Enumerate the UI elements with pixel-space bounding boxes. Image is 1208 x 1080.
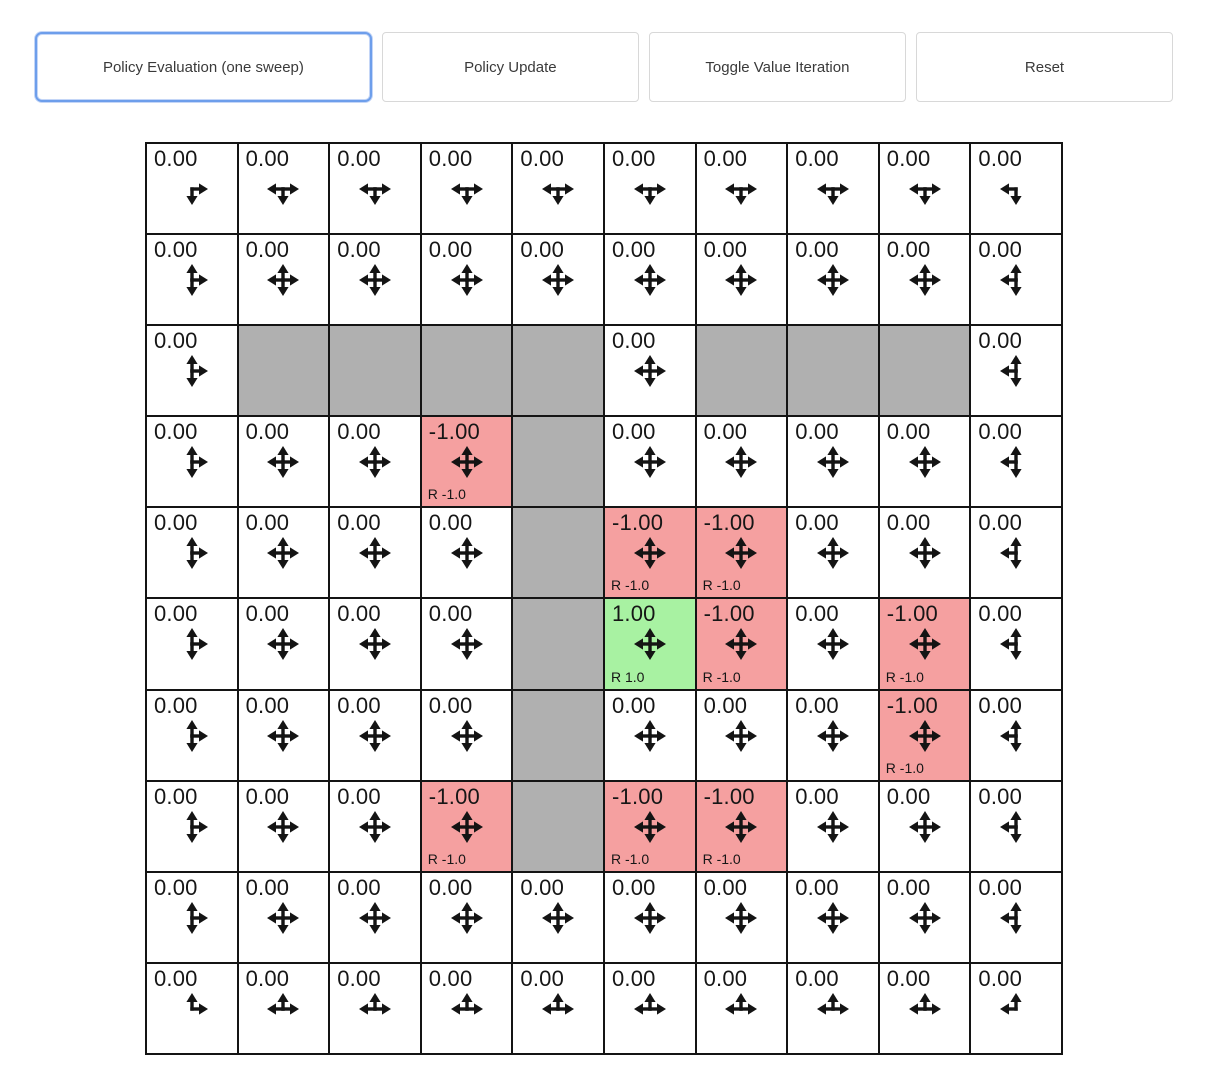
policy-arrows-icon [723, 809, 759, 845]
cell-value: 0.00 [795, 419, 839, 445]
cell-value: 0.00 [520, 965, 565, 991]
cell-value: 0.00 [428, 692, 473, 718]
grid-cell[interactable] [238, 416, 330, 507]
policy-arrows-icon [998, 353, 1034, 389]
policy-arrows-icon [540, 991, 576, 1027]
policy-arrows-icon [723, 444, 759, 480]
policy-arrows-icon [449, 991, 485, 1027]
grid-cell[interactable] [329, 234, 421, 325]
cell-value: 0.00 [978, 419, 1023, 445]
grid-cell[interactable] [329, 416, 421, 507]
grid-cell[interactable] [329, 963, 421, 1054]
cell-value: 0.00 [154, 328, 198, 354]
policy-arrows-icon [815, 626, 851, 662]
grid-cell[interactable] [421, 507, 513, 598]
cell-reward-label: R -1.0 [610, 850, 650, 867]
policy-arrows-icon [632, 809, 668, 845]
policy-arrows-icon [632, 991, 668, 1027]
policy-arrows-icon [998, 262, 1034, 298]
policy-arrows-icon [449, 535, 485, 571]
policy-arrows-icon [723, 171, 759, 207]
grid-cell[interactable] [879, 234, 971, 325]
grid-cell[interactable] [879, 416, 971, 507]
policy-arrows-icon [449, 809, 485, 845]
cell-value: 0.00 [886, 874, 931, 900]
cell-value: 0.00 [703, 419, 748, 445]
policy-arrows-icon [632, 626, 668, 662]
grid-cell[interactable] [696, 598, 788, 689]
policy-arrows-icon [815, 535, 851, 571]
cell-value: 0.00 [978, 874, 1023, 900]
policy-arrows-icon [723, 262, 759, 298]
grid-cell[interactable] [604, 234, 696, 325]
grid-cell[interactable] [696, 963, 788, 1054]
grid-cell[interactable] [146, 598, 238, 689]
grid-cell[interactable] [329, 781, 421, 872]
cell-value: 0.00 [337, 601, 381, 627]
grid-cell[interactable] [146, 234, 238, 325]
policy-arrows-icon [540, 171, 576, 207]
cell-value: 0.00 [886, 237, 931, 263]
cell-value: 0.00 [611, 965, 656, 991]
grid-cell[interactable] [329, 872, 421, 963]
grid-cell[interactable] [421, 143, 513, 234]
grid-cell[interactable] [970, 690, 1062, 781]
cell-value: 0.00 [611, 237, 656, 263]
cell-value: 0.00 [245, 419, 290, 445]
cell-value: 0.00 [337, 510, 381, 536]
cell-value: -1.00 [428, 419, 480, 445]
cell-reward-label: R -1.0 [702, 577, 741, 594]
grid-cell[interactable] [787, 143, 879, 234]
policy-arrows-icon [815, 991, 851, 1027]
cell-value: 0.00 [154, 146, 198, 171]
policy-arrows-icon [998, 900, 1034, 936]
cell-value: 0.00 [428, 965, 473, 991]
policy-update-button[interactable]: Policy Update [382, 32, 639, 102]
wall-cell[interactable] [329, 325, 421, 416]
cell-reward-label: R -1.0 [885, 759, 924, 776]
policy-arrows-icon [998, 535, 1034, 571]
grid-cell[interactable] [329, 690, 421, 781]
grid-cell[interactable] [421, 963, 513, 1054]
wall-cell[interactable] [512, 781, 604, 872]
cell-value: 0.00 [703, 874, 748, 900]
cell-value: 0.00 [337, 692, 381, 718]
grid-cell[interactable] [879, 872, 971, 963]
grid-cell[interactable] [329, 507, 421, 598]
cell-value: 0.00 [886, 146, 931, 171]
cell-value: 0.00 [154, 783, 198, 809]
cell-value: -1.00 [611, 783, 664, 809]
cell-value: 0.00 [978, 783, 1023, 809]
cell-value: 0.00 [978, 328, 1023, 354]
cell-value: 0.00 [154, 874, 198, 900]
grid-cell[interactable] [512, 234, 604, 325]
cell-value: 0.00 [886, 783, 931, 809]
policy-arrows-icon [632, 171, 668, 207]
policy-arrows-icon [357, 444, 393, 480]
grid-cell[interactable] [787, 507, 879, 598]
cell-value: 0.00 [337, 146, 381, 171]
cell-reward-label: R -1.0 [885, 668, 924, 685]
cell-value: 0.00 [154, 601, 198, 627]
policy-arrows-icon [357, 718, 393, 754]
cell-value: 0.00 [795, 146, 839, 171]
wall-cell[interactable] [512, 416, 604, 507]
grid-cell[interactable] [604, 416, 696, 507]
policy-arrows-icon [357, 626, 393, 662]
wall-cell[interactable] [512, 325, 604, 416]
policy-arrows-icon [449, 444, 485, 480]
policy-arrows-icon [174, 900, 210, 936]
grid-cell[interactable] [970, 963, 1062, 1054]
grid-cell[interactable] [696, 781, 788, 872]
policy-arrows-icon [632, 444, 668, 480]
wall-cell[interactable] [238, 325, 330, 416]
policy-arrows-icon [174, 718, 210, 754]
policy-arrows-icon [449, 626, 485, 662]
grid-cell[interactable] [512, 963, 604, 1054]
policy-arrows-icon [907, 626, 943, 662]
policy-arrows-icon [540, 900, 576, 936]
grid-cell[interactable] [238, 234, 330, 325]
policy-arrows-icon [907, 718, 943, 754]
grid-cell[interactable] [604, 143, 696, 234]
cell-value: 0.00 [245, 237, 290, 263]
cell-value: 0.00 [978, 510, 1023, 536]
policy-arrows-icon [815, 262, 851, 298]
wall-cell[interactable] [512, 598, 604, 689]
grid-cell[interactable] [421, 416, 513, 507]
policy-arrows-icon [998, 171, 1034, 207]
grid-cell[interactable] [238, 598, 330, 689]
cell-value: 0.00 [337, 965, 381, 991]
grid-cell[interactable] [696, 234, 788, 325]
cell-value: 0.00 [520, 237, 565, 263]
policy-arrows-icon [265, 444, 301, 480]
wall-cell[interactable] [879, 325, 971, 416]
grid-cell[interactable] [696, 143, 788, 234]
grid-cell[interactable] [879, 507, 971, 598]
cell-value: 0.00 [703, 237, 748, 263]
cell-value: 0.00 [245, 510, 290, 536]
cell-value: -1.00 [428, 783, 480, 809]
grid-cell[interactable] [970, 325, 1062, 416]
policy-evaluation-button[interactable]: Policy Evaluation (one sweep) [35, 32, 372, 102]
cell-value: -1.00 [703, 601, 755, 627]
grid-cell[interactable] [238, 690, 330, 781]
grid-cell[interactable] [238, 872, 330, 963]
policy-arrows-icon [907, 444, 943, 480]
policy-arrows-icon [357, 809, 393, 845]
grid-cell[interactable] [146, 143, 238, 234]
grid-cell[interactable] [512, 143, 604, 234]
cell-reward-label: R -1.0 [702, 850, 741, 867]
policy-arrows-icon [357, 900, 393, 936]
grid-cell[interactable] [787, 872, 879, 963]
policy-arrows-icon [174, 535, 210, 571]
policy-arrows-icon [907, 991, 943, 1027]
grid-cell[interactable] [879, 963, 971, 1054]
policy-arrows-icon [632, 262, 668, 298]
cell-value: -1.00 [703, 510, 755, 536]
cell-value: 0.00 [520, 874, 565, 900]
policy-arrows-icon [449, 262, 485, 298]
policy-arrows-icon [815, 900, 851, 936]
cell-value: 0.00 [154, 419, 198, 445]
cell-value: 0.00 [886, 419, 931, 445]
cell-value: 0.00 [245, 783, 290, 809]
grid-cell[interactable] [970, 781, 1062, 872]
cell-value: 0.00 [611, 692, 656, 718]
grid-cell[interactable] [787, 781, 879, 872]
policy-arrows-icon [907, 809, 943, 845]
policy-arrows-icon [174, 171, 210, 207]
cell-value: 0.00 [795, 874, 839, 900]
grid-cell[interactable] [787, 416, 879, 507]
policy-arrows-icon [265, 809, 301, 845]
cell-value: 0.00 [245, 965, 290, 991]
cell-value: 0.00 [154, 692, 198, 718]
toggle-value-iteration-button[interactable]: Toggle Value Iteration [649, 32, 906, 102]
cell-reward-label: R -1.0 [427, 486, 466, 503]
wall-cell[interactable] [512, 690, 604, 781]
policy-arrows-icon [265, 718, 301, 754]
cell-value: 0.00 [611, 874, 656, 900]
gridworld [145, 142, 1063, 1055]
policy-arrows-icon [723, 718, 759, 754]
policy-arrows-icon [998, 809, 1034, 845]
policy-arrows-icon [265, 900, 301, 936]
policy-arrows-icon [265, 262, 301, 298]
grid-cell[interactable] [787, 963, 879, 1054]
policy-arrows-icon [357, 535, 393, 571]
cell-value: -1.00 [886, 601, 938, 627]
grid-cell[interactable] [146, 781, 238, 872]
grid-cell[interactable] [604, 690, 696, 781]
gridworld-container [145, 142, 1063, 1055]
grid-cell[interactable] [787, 234, 879, 325]
grid-cell[interactable] [604, 507, 696, 598]
grid-cell[interactable] [970, 416, 1062, 507]
grid-cell[interactable] [238, 143, 330, 234]
policy-arrows-icon [449, 171, 485, 207]
wall-cell[interactable] [787, 325, 879, 416]
policy-arrows-icon [265, 991, 301, 1027]
policy-arrows-icon [632, 353, 668, 389]
grid-cell[interactable] [879, 143, 971, 234]
policy-arrows-icon [907, 171, 943, 207]
grid-cell[interactable] [146, 325, 238, 416]
policy-arrows-icon [632, 535, 668, 571]
grid-cell[interactable] [696, 690, 788, 781]
grid-cell[interactable] [696, 872, 788, 963]
grid-cell[interactable] [329, 143, 421, 234]
grid-cell[interactable] [146, 507, 238, 598]
grid-cell[interactable] [421, 690, 513, 781]
policy-arrows-icon [174, 991, 210, 1027]
grid-cell[interactable] [970, 872, 1062, 963]
policy-arrows-icon [265, 171, 301, 207]
cell-value: 0.00 [428, 237, 473, 263]
wall-cell[interactable] [512, 507, 604, 598]
cell-value: 0.00 [978, 601, 1023, 627]
cell-value: 0.00 [611, 146, 656, 171]
policy-arrows-icon [174, 444, 210, 480]
cell-value: 0.00 [795, 237, 839, 263]
grid-cell[interactable] [970, 507, 1062, 598]
cell-value: 0.00 [337, 237, 381, 263]
policy-arrows-icon [174, 353, 210, 389]
cell-value: 0.00 [245, 601, 290, 627]
grid-cell[interactable] [604, 598, 696, 689]
cell-value: 0.00 [428, 874, 473, 900]
grid-cell[interactable] [329, 598, 421, 689]
policy-arrows-icon [357, 262, 393, 298]
cell-value: 0.00 [428, 601, 473, 627]
cell-value: -1.00 [611, 510, 664, 536]
cell-value: 0.00 [154, 965, 198, 991]
policy-arrows-icon [449, 900, 485, 936]
cell-value: -1.00 [703, 783, 755, 809]
cell-value: 0.00 [978, 146, 1023, 171]
cell-value: 0.00 [245, 146, 290, 171]
cell-value: 0.00 [886, 965, 931, 991]
policy-arrows-icon [907, 535, 943, 571]
grid-cell[interactable] [421, 598, 513, 689]
grid-cell[interactable] [146, 416, 238, 507]
cell-value: 0.00 [886, 510, 931, 536]
grid-cell[interactable] [146, 963, 238, 1054]
grid-cell[interactable] [421, 872, 513, 963]
grid-cell[interactable] [970, 598, 1062, 689]
policy-arrows-icon [174, 809, 210, 845]
cell-value: 0.00 [245, 692, 290, 718]
cell-value: 0.00 [428, 510, 473, 536]
policy-arrows-icon [998, 718, 1034, 754]
policy-arrows-icon [723, 535, 759, 571]
cell-value: 0.00 [337, 874, 381, 900]
cell-value: 0.00 [703, 146, 748, 171]
policy-arrows-icon [723, 900, 759, 936]
cell-value: 0.00 [520, 146, 565, 171]
grid-cell[interactable] [238, 781, 330, 872]
cell-value: 0.00 [337, 783, 381, 809]
grid-cell[interactable] [604, 781, 696, 872]
policy-arrows-icon [815, 809, 851, 845]
grid-cell[interactable] [604, 325, 696, 416]
cell-reward-label: R 1.0 [610, 668, 645, 685]
policy-arrows-icon [265, 626, 301, 662]
cell-value: 0.00 [978, 237, 1023, 263]
grid-cell[interactable] [970, 143, 1062, 234]
policy-arrows-icon [723, 626, 759, 662]
cell-value: 0.00 [703, 965, 748, 991]
policy-arrows-icon [998, 444, 1034, 480]
cell-reward-label: R -1.0 [427, 850, 466, 867]
cell-value: 0.00 [428, 146, 473, 171]
policy-arrows-icon [998, 991, 1034, 1027]
cell-value: 0.00 [978, 965, 1023, 991]
cell-value: -1.00 [886, 692, 938, 718]
policy-arrows-icon [540, 262, 576, 298]
cell-value: 0.00 [978, 692, 1023, 718]
cell-value: 0.00 [795, 783, 839, 809]
grid-cell[interactable] [146, 872, 238, 963]
grid-cell[interactable] [421, 234, 513, 325]
cell-value: 0.00 [795, 965, 839, 991]
grid-cell[interactable] [238, 963, 330, 1054]
grid-cell[interactable] [604, 872, 696, 963]
reset-button[interactable]: Reset [916, 32, 1173, 102]
policy-arrows-icon [174, 262, 210, 298]
grid-cell[interactable] [604, 963, 696, 1054]
cell-reward-label: R -1.0 [610, 577, 650, 594]
policy-arrows-icon [357, 171, 393, 207]
grid-cell[interactable] [787, 598, 879, 689]
grid-cell[interactable] [146, 690, 238, 781]
policy-arrows-icon [907, 262, 943, 298]
cell-value: 0.00 [154, 510, 198, 536]
policy-arrows-icon [632, 900, 668, 936]
policy-arrows-icon [907, 900, 943, 936]
policy-arrows-icon [998, 626, 1034, 662]
cell-value: 0.00 [337, 419, 381, 445]
toolbar [0, 0, 1208, 102]
grid-cell[interactable] [421, 781, 513, 872]
wall-cell[interactable] [696, 325, 788, 416]
policy-arrows-icon [449, 718, 485, 754]
policy-arrows-icon [723, 991, 759, 1027]
cell-value: 0.00 [795, 510, 839, 536]
cell-value: 0.00 [703, 692, 748, 718]
cell-value: 0.00 [795, 601, 839, 627]
policy-arrows-icon [174, 626, 210, 662]
grid-cell[interactable] [970, 234, 1062, 325]
grid-cell[interactable] [879, 690, 971, 781]
cell-value: 0.00 [154, 237, 198, 263]
cell-value: 0.00 [795, 692, 839, 718]
grid-cell[interactable] [787, 690, 879, 781]
cell-value: 1.00 [611, 601, 656, 627]
grid-cell[interactable] [238, 507, 330, 598]
cell-value: 0.00 [245, 874, 290, 900]
cell-reward-label: R -1.0 [702, 668, 741, 685]
policy-arrows-icon [265, 535, 301, 571]
policy-arrows-icon [357, 991, 393, 1027]
cell-value: 0.00 [611, 419, 656, 445]
grid-cell[interactable] [696, 507, 788, 598]
grid-cell[interactable] [512, 872, 604, 963]
wall-cell[interactable] [421, 325, 513, 416]
grid-cell[interactable] [696, 416, 788, 507]
policy-arrows-icon [632, 718, 668, 754]
grid-cell[interactable] [879, 598, 971, 689]
policy-arrows-icon [815, 171, 851, 207]
policy-arrows-icon [815, 444, 851, 480]
policy-arrows-icon [815, 718, 851, 754]
grid-cell[interactable] [879, 781, 971, 872]
cell-value: 0.00 [611, 328, 656, 354]
